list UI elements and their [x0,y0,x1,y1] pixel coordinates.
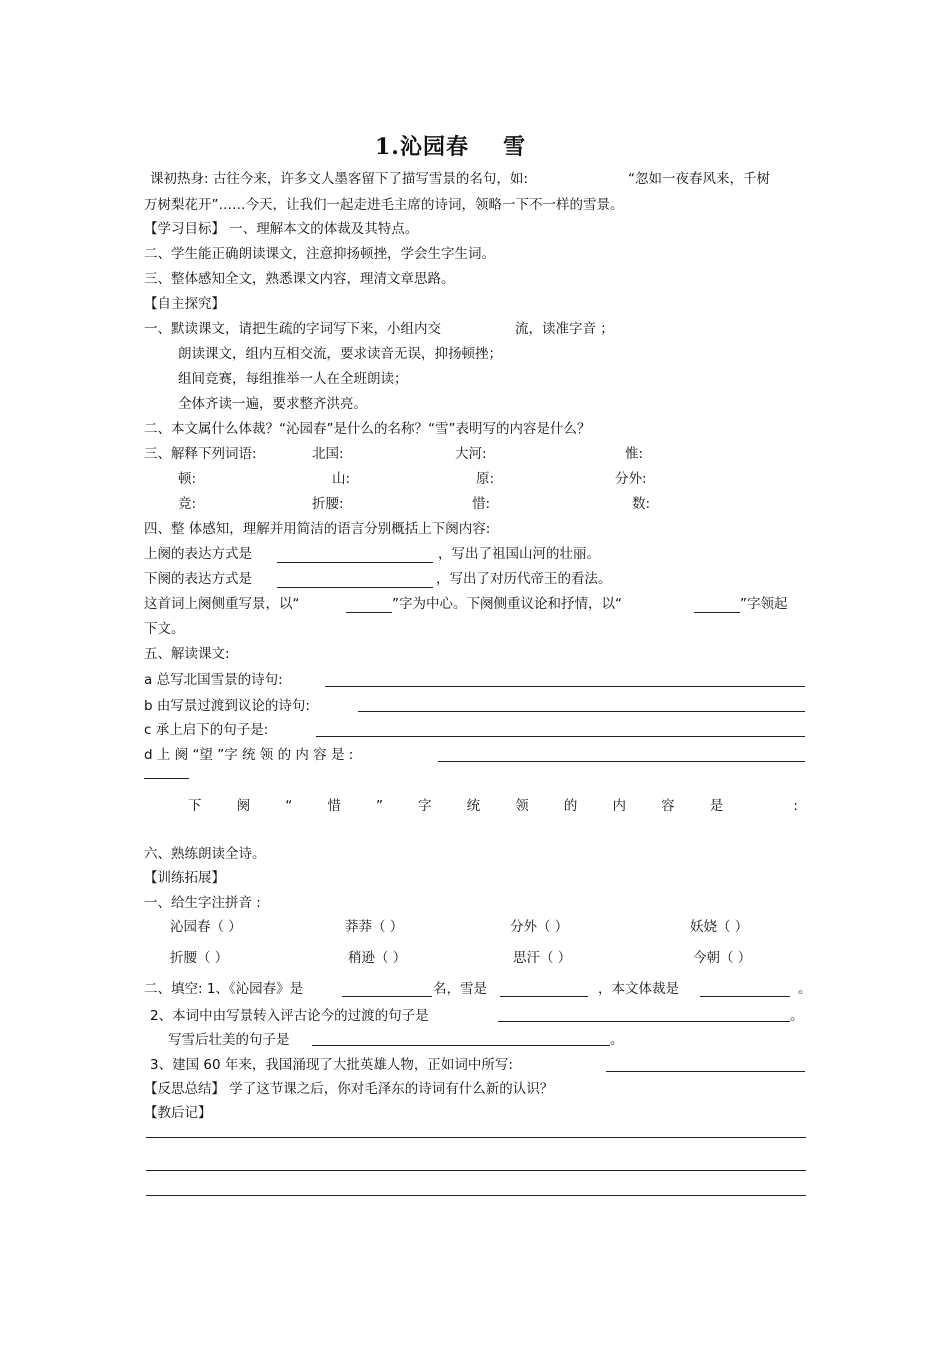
term-beiguo: 北国: [312,446,344,462]
term-dun: 顿: [178,471,197,487]
p2-3-blank[interactable] [312,1045,610,1046]
q5-d-blank-cont[interactable] [144,778,189,779]
explore-q1-cont: 流，读准字音 ； [515,321,614,337]
practice-p2-b: 名，雪是 [433,981,487,997]
q5-e-char: 阕 [236,798,251,814]
practice-p2-3-end: 。 [610,1032,624,1048]
q4-focus-a: 这首词上阕侧重写景，以“ [144,596,300,612]
q5-a-blank[interactable] [325,686,805,687]
explore-q2: 二、本文属什么体裁？“沁园春”是什么的名称？“雪”表明写的内容是什么？ [144,421,591,437]
p2-2-blank[interactable] [498,1021,790,1022]
q4-focus-blank-1[interactable] [346,612,392,613]
explore-heading: 【自主探究】 [144,296,225,312]
p3-blank[interactable] [606,1071,805,1072]
explore-q6: 六、熟练朗读全诗。 [144,846,266,862]
q5-b: b 由写景过渡到议论的诗句: [144,698,310,714]
practice-p2-c: ，本文体裁是 [598,981,679,997]
warmup-quote: “忽如一夜春风来，千树 [628,171,770,187]
practice-p2-2: 2、本词中由写景转入评古论今的过渡的句子是 [150,1008,429,1024]
q4-focus-blank-2[interactable] [694,612,740,613]
pinyin-yaorao: 妖娆（ ） [690,919,749,935]
page-title: 1.沁园春 雪 [375,134,526,160]
term-xi: 惜: [472,496,491,512]
q5-e-char: 的 [563,798,578,814]
term-yuan: 原: [476,471,495,487]
term-fenwai: 分外: [615,471,647,487]
pinyin-fenwai: 分外（ ） [510,919,569,935]
warmup-line-1: 课初热身: 古往今来，许多文人墨客留下了描写雪景的名句，如: [150,171,528,187]
practice-p2-d: 。 [798,981,812,997]
q4-focus-d: 下文。 [144,621,185,637]
q5-e-char: 统 [466,798,481,814]
q5-e-char: ” [375,798,383,814]
explore-q5: 五、解读课文: [144,646,230,662]
notes-line-3[interactable] [146,1195,806,1196]
pinyin-shaoxun: 稍逊（ ） [348,950,407,966]
q5-e-char: 容 [661,798,675,814]
q4-focus-b: ”字为中心。下阕侧重议论和抒情，以“ [392,596,622,612]
q4-lower-blank[interactable] [277,587,433,588]
term-shan: 山: [332,471,351,487]
practice-p2-2-end: 。 [790,1008,804,1024]
q5-e-char: “ [285,798,293,814]
q4-upper-blank[interactable] [277,562,433,563]
practice-p2-3: 写雪后壮美的句子是 [168,1032,290,1048]
pinyin-mangmang: 莽莽（ ） [345,919,404,935]
pinyin-jinzhao: 今朝（ ） [693,950,752,966]
practice-p2-a: 二、填空: 1、《沁园春》是 [144,981,304,997]
p2-blank-2[interactable] [500,996,588,997]
explore-q1-sub2: 组间竞赛，每组推举一人在全班朗读； [178,371,408,387]
term-jing: 竞: [178,496,197,512]
q5-c-blank[interactable] [316,736,805,737]
explore-q3-label: 三、解释下列词语: [144,446,257,462]
q4-upper-tail: ，写出了祖国山河的壮丽。 [438,546,600,562]
q5-e-char: 下 [188,798,202,814]
term-dahe: 大河: [455,446,487,462]
pinyin-sihan: 思汗（ ） [513,950,572,966]
q5-e-row [188,797,798,815]
warmup-line-2: 万树梨花开”……今天，让我们一起走进毛主席的诗词，领略一下不一样的雪景。 [144,197,624,213]
pinyin-zheyao: 折腰（ ） [170,950,229,966]
term-zheyao: 折腰: [312,496,344,512]
q4-lower-label: 下阕的表达方式是 [144,571,252,587]
notes-line-2[interactable] [146,1170,806,1171]
goal-3: 三、整体感知全文，熟悉课文内容，理清文章思路。 [144,271,455,287]
reflect-line: 【反思总结】 学了这节课之后，你对毛泽东的诗词有什么新的认识？ [144,1081,554,1097]
q5-e-char: 领 [515,798,529,814]
q4-focus-c: ”字领起 [740,596,788,612]
q5-d: d 上 阕 “望 ”字 统 领 的 内 容 是 : [144,747,354,763]
q4-lower-tail: ，写出了对历代帝王的看法。 [436,571,612,587]
goal-1: 【学习目标】 一、理解本文的体裁及其特点。 [144,221,419,237]
explore-q4: 四、整 体感知，理解并用简洁的语言分别概括上下阕内容: [144,521,491,537]
q5-e-char: : [793,798,798,814]
p2-blank-1[interactable] [342,996,432,997]
term-shu: 数: [632,496,651,512]
practice-heading: 【训练拓展】 [144,870,225,886]
q5-e-char: 字 [418,798,432,814]
q5-e-char: 内 [612,798,626,814]
term-wei: 惟: [625,446,644,462]
p2-blank-3[interactable] [700,996,790,997]
q5-d-blank[interactable] [438,761,805,762]
teaching-notes-heading: 【教后记】 [144,1105,212,1121]
q5-c: c 承上启下的句子是: [144,722,269,738]
practice-p3: 3、建国 60 年来，我国涌现了大批英雄人物，正如词中所写: [150,1057,513,1073]
q5-e-char: 是 [709,798,724,814]
explore-q1-sub1: 朗读课文，组内互相交流，要求读音无误，抑扬顿挫； [178,346,502,362]
goal-2: 二、学生能正确朗读课文，注意抑扬顿挫，学会生字生词。 [144,246,495,262]
q5-e-char: 惜 [327,798,341,814]
explore-q1: 一、默读课文，请把生疏的字词写下来，小组内交 [144,321,441,337]
practice-p1: 一、给生字注拼音 : [144,895,261,911]
q4-upper-label: 上阕的表达方式是 [144,546,252,562]
explore-q1-sub3: 全体齐读一遍，要求整齐洪亮。 [178,396,367,412]
notes-line-1[interactable] [146,1137,806,1138]
q5-b-blank[interactable] [358,711,805,712]
pinyin-qinyuanchun: 沁园春（ ） [170,919,242,935]
q5-a: a 总写北国雪景的诗句: [144,672,283,688]
